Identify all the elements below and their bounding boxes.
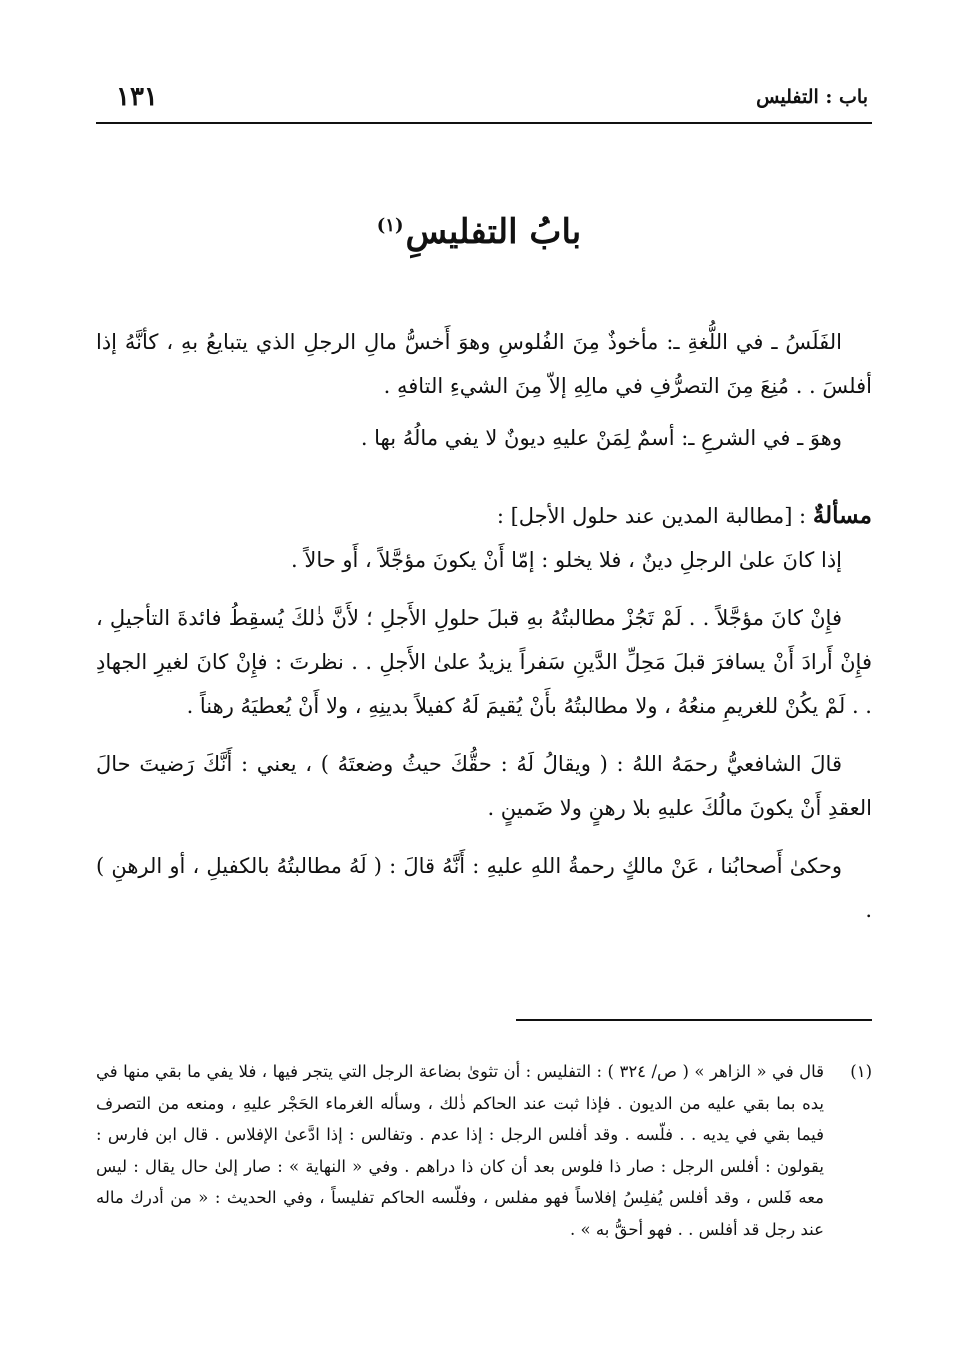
footnote-number: (١) <box>850 1062 872 1081</box>
paragraph-deferred-debt: فإِنْ كانَ مؤجَّلاً . . لَمْ تَجُزْ مطالبتُهُ بهِ قبلَ حلولِ الأَجلِ ؛ لأَنَّ ذٰلكَ يُسقِطُ فائدةَ التأجيلِ ، فإِنْ أَرادَ أَنْ يسافرَ قبلَ مَحِلِّ الدَّينِ سَفراً يزيدُ علىٰ الأَجلِ . . نظرتَ : فإِنْ كانَ لغيرِ الجهادِ . . لَمْ يكُنْ للغريمِ منعُهُ ، ولا مطالبتُهُ بأَنْ يُقيمَ لَهُ كفيلاً بدينِهِ ، ولا أَنْ يُعطيَهُ رهناً . <box>96 606 872 718</box>
paragraph-debt-types: إذا كانَ علىٰ الرجلِ دينٌ ، فلا يخلو : إمّا أَنْ يكونَ مؤجَّلاً ، أَو حالاً . <box>291 548 842 572</box>
issue-title: : [مطالبة المدين عند حلول الأجل] : <box>496 504 813 528</box>
paragraph-shafii-quote: قالَ الشافعيُّ رحمَهُ اللهُ : ( ويقالُ لَهُ : حقُّكَ حيثُ وضعتَهُ ) ، يعني : أَنَّكَ رَضيتَ حالَ العقدِ أَنْ يكونَ مالُكَ عليهِ بلا رهنٍ ولا ضَمينٍ . <box>96 752 872 820</box>
issue-heading <box>96 494 872 538</box>
page-number: ١٣١ <box>116 82 158 112</box>
chapter-title <box>0 212 958 252</box>
paragraph-malik-quote: وحكىٰ أَصحابُنا ، عَنْ مالكٍ رحمةُ اللهِ عليهِ : أَنَّهُ قالَ : ( لَهُ مطالبتُهُ بالكفيلِ ، أو الرهنِ ) . <box>96 854 872 922</box>
definition-linguistic: الفَلَسُ ـ في اللُّغةِ ـ: مأخوذٌ مِنَ الفُلوسِ وهوَ أَخسُّ مالِ الرجلِ الذي يتبايعُ بهِ ، كأنَّهُ إذا أفلسَ . . مُنِعَ مِنَ التصرُّفِ في مالِهِ إلاّ مِنَ الشيءِ التافهِ . <box>96 330 872 398</box>
main-text <box>96 320 872 932</box>
footnote <box>96 1056 872 1245</box>
running-header <box>96 82 872 124</box>
definition-legal: وهوَ ـ في الشرعِ ـ: أسمٌ لِمَنْ عليهِ ديونٌ لا يفي مالُهُ بها . <box>360 426 842 450</box>
footnote-separator <box>516 1019 872 1021</box>
issue-label: مسألةٌ <box>812 502 872 529</box>
chapter-title-text: بابُ التفليسِ <box>405 212 582 252</box>
running-header-title: باب : التفليس <box>756 86 868 108</box>
footnote-reference: (١) <box>376 214 404 236</box>
footnote-text: قال في « الزاهر » ( ص/ ٣٢٤ ) : التفليس : أن تثوىٰ بضاعة الرجل التي يتجر فيها ، فلا يفي ما بقي منها في يده بما بقي عليه من الديون . فإذا ثبت عند الحاكم ذٰلك ، وسأله الغرماء الحَجْر عليهِ ، ومنعه من التصرف فيما بقي في يديه . . فلّسه . وقد أفلس الرجل : إذا عدم . وتفالس : إذا ادَّعىٰ الإفلاس . قال ابن فارس : يقولون : أفلس الرجل : صار ذا فلوس بعد أن كان ذا دراهم . وفي « النهاية » : صار إلىٰ حال يقال : ليس معه فَلس ، وقد أفلس يُفلِسُ إفلاساً فهو مفلس ، وفلّسه الحاكم تفليساً ، وفي الحديث : « من أدرك ماله عند رجل قد أفلس . . فهو أحقُّ به » . <box>96 1062 825 1239</box>
